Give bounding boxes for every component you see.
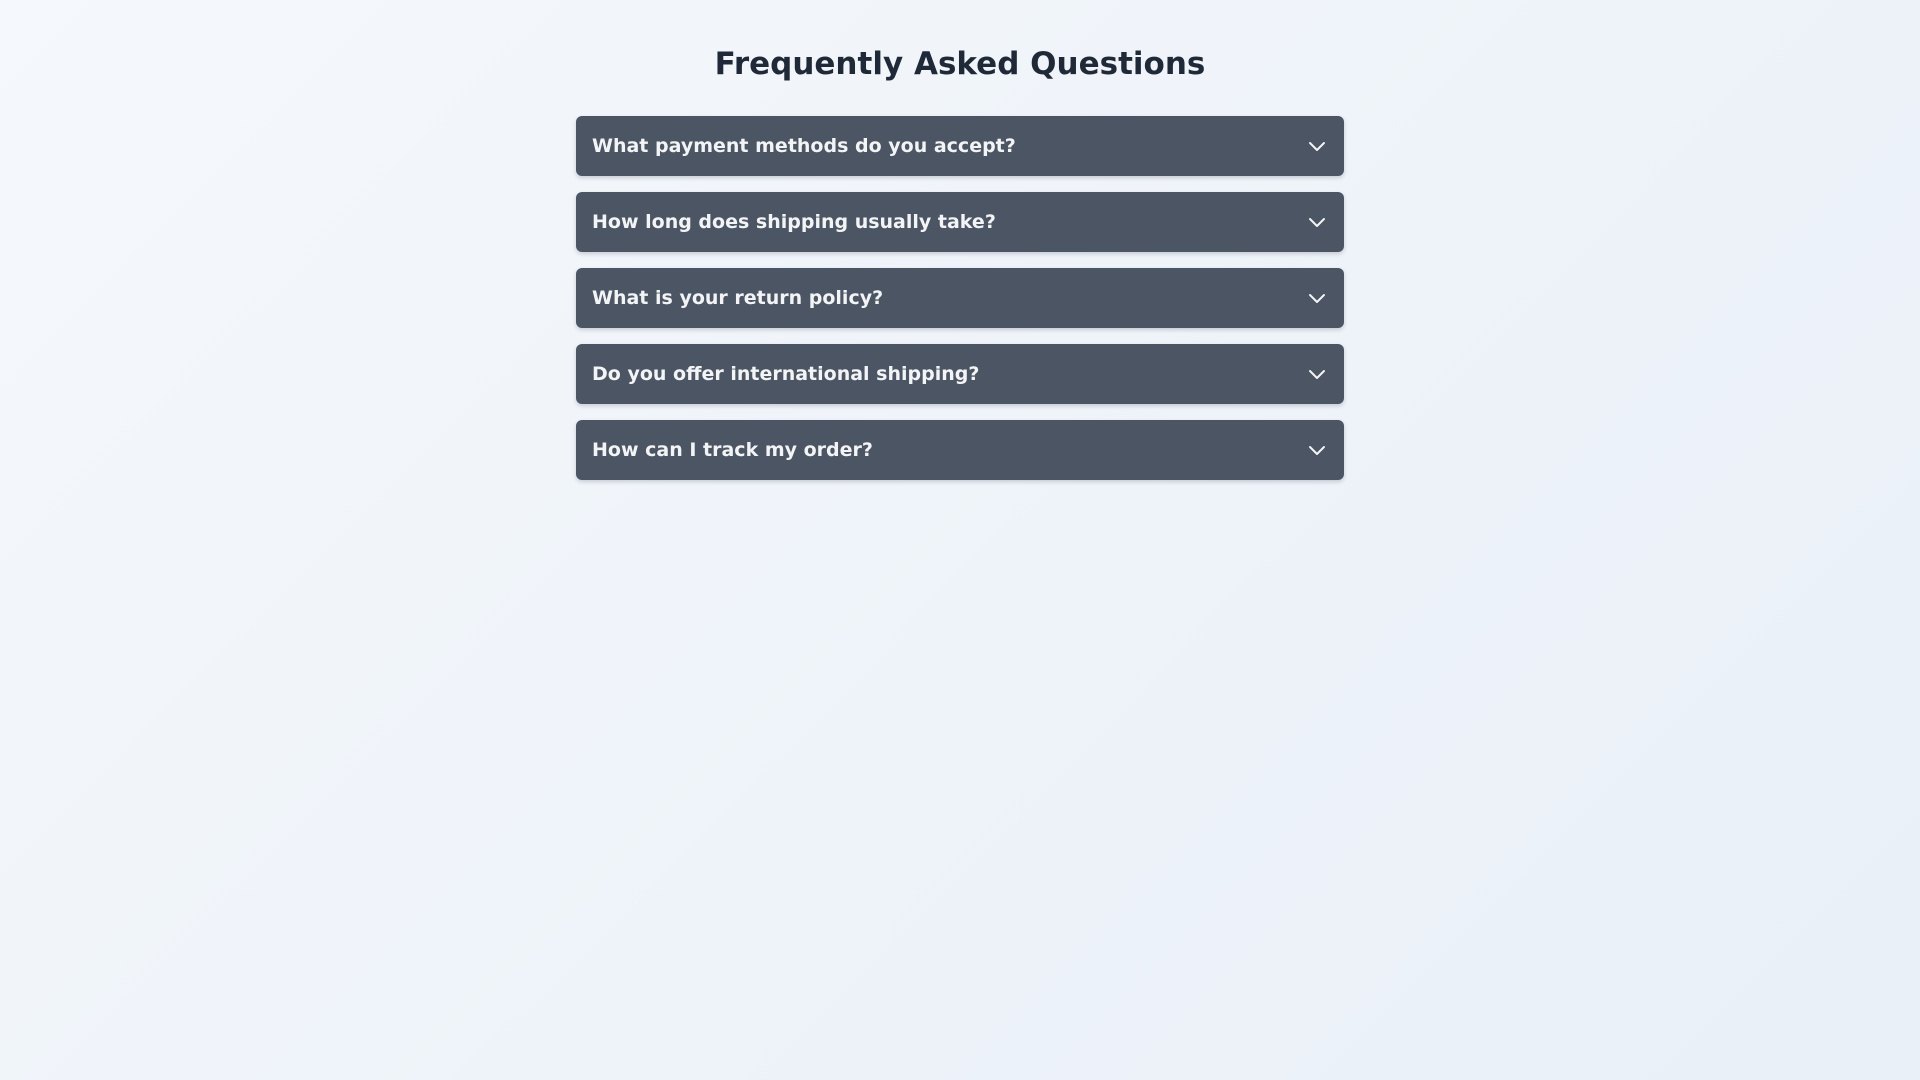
faq-item-shipping-time[interactable]	[576, 192, 1344, 252]
faq-item-payment-methods[interactable]	[576, 116, 1344, 176]
faq-question-label: What is your return policy?	[592, 287, 884, 309]
faq-question-label: How long does shipping usually take?	[592, 211, 996, 233]
chevron-down-icon	[1306, 439, 1328, 461]
faq-question-label: How can I track my order?	[592, 439, 873, 461]
faq-list	[576, 116, 1344, 480]
chevron-down-icon	[1306, 363, 1328, 385]
faq-question-label: Do you offer international shipping?	[592, 363, 980, 385]
chevron-down-icon	[1306, 287, 1328, 309]
chevron-down-icon	[1306, 211, 1328, 233]
faq-item-return-policy[interactable]	[576, 268, 1344, 328]
faq-item-track-order[interactable]	[576, 420, 1344, 480]
chevron-down-icon	[1306, 135, 1328, 157]
faq-question-label: What payment methods do you accept?	[592, 135, 1016, 157]
page-title: Frequently Asked Questions	[714, 46, 1206, 82]
faq-item-international-shipping[interactable]	[576, 344, 1344, 404]
